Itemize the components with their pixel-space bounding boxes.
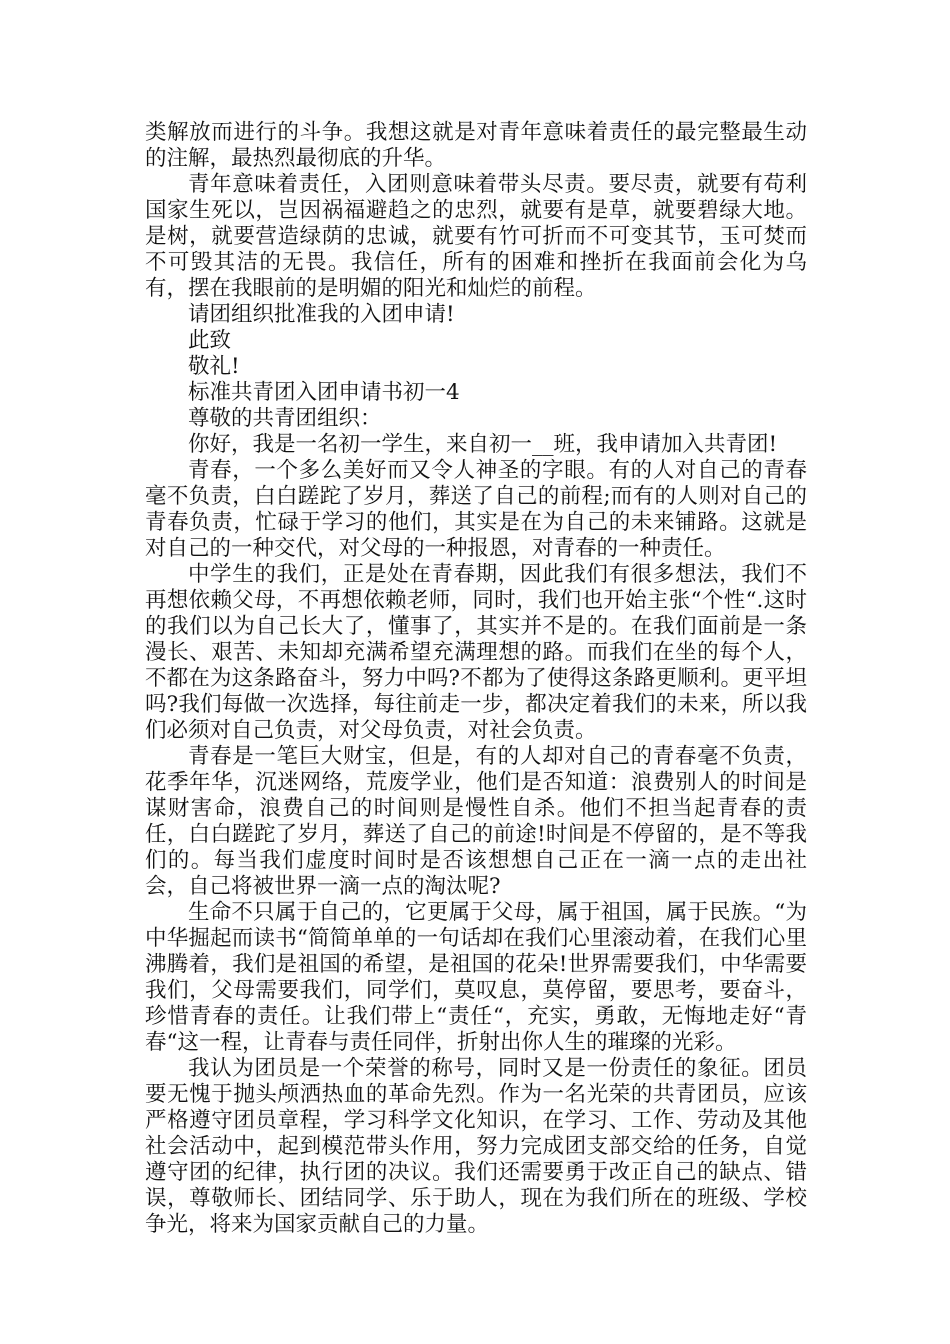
- paragraph-treasure: 青春是一笔巨大财宝，但是，有的人却对自己的青春毫不负责，花季年华，沉迷网络，荒废学业，他们是否知道：浪费别人的时间是谋财害命，浪费自己的时间则是慢性自杀。他们不担当起青春的责任，白白蹉跎了岁月，葬送了自己的前途!时间是不停留的，是不等我们的。每当我们虚度时间时是否该想想自己正在一滴一点的走出社会，自己将被世界一滴一点的淘汰呢?: [145, 744, 807, 899]
- paragraph-continuation: 类解放而进行的斗争。我想这就是对青年意味着责任的最完整最生动的注解，最热烈最彻底的升华。: [145, 120, 807, 171]
- document-page: [145, 120, 807, 1238]
- paragraph-introduction: 你好，我是一名初一学生，来自初一__班，我申请加入共青团!: [188, 432, 778, 457]
- paragraph-middle-school: 中学生的我们，正是处在青春期，因此我们有很多想法，我们不再想依赖父母，不再想依赖老师，同时，我们也开始主张“个性“.这时的我们以为自己长大了，懂事了，其实并不是的。在我们面前是一条漫长、艰苦、未知却充满希望充满理想的路。而我们在坐的每个人，不都在为这条路奋斗，努力中吗?不都为了使得这条路更顺利。更平坦吗?我们每做一次选择，每往前走一步，都决定着我们的未来，所以我们必须对自己负责，对父母负责，对社会负责。: [145, 562, 807, 743]
- paragraph-youth: 青春，一个多么美好而又令人神圣的字眼。有的人对自己的青春毫不负责，白白蹉跎了岁月，葬送了自己的前程;而有的人则对自己的青春负责，忙碌于学习的他们，其实是在为自己的未来铺路。这就是对自己的一种交代，对父母的一种报恩，对青春的一种责任。: [145, 458, 807, 561]
- paragraph-life: 生命不只属于自己的，它更属于父母，属于祖国，属于民族。“为中华掘起而读书“简简单单的一句话却在我们心里滚动着，在我们心里沸腾着，我们是祖国的希望，是祖国的花朵!世界需要我们，中华需要我们，父母需要我们，同学们，莫叹息，莫停留，要思考，要奋斗，珍惜青春的责任。让我们带上“责任“，充实，勇敢，无悔地走好“青春“这一程，让青春与责任同伴，折射出你人生的璀璨的光彩。: [145, 900, 807, 1055]
- paragraph-request: 请团组织批准我的入团申请!: [188, 302, 455, 327]
- closing-salutation: 此致: [188, 328, 232, 353]
- section-heading: 标准共青团入团申请书初一4: [188, 380, 460, 405]
- paragraph-youth-responsibility: 青年意味着责任，入团则意味着带头尽责。要尽责，就要有苟利国家生死以，岂因祸福避趋之的忠烈，就要有是草，就要碧绿大地。是树，就要营造绿荫的忠诚，就要有竹可折而不可变其节，玉可焚而不可毁其洁的无畏。我信任，所有的困难和挫折在我面前会化为乌有，摆在我眼前的是明媚的阳光和灿烂的前程。: [145, 172, 807, 301]
- closing-regards: 敬礼!: [188, 354, 240, 379]
- greeting-line: 尊敬的共青团组织：: [188, 406, 382, 431]
- paragraph-member-honor: 我认为团员是一个荣誉的称号，同时又是一份责任的象征。团员要无愧于抛头颅洒热血的革命先烈。作为一名光荣的共青团员，应该严格遵守团员章程，学习科学文化知识，在学习、工作、劳动及其他社会活动中，起到模范带头作用，努力完成团支部交给的任务，自觉遵守团的纪律，执行团的决议。我们还需要勇于改正自己的缺点、错误，尊敬师长、团结同学、乐于助人，现在为我们所在的班级、学校争光，将来为国家贡献自己的力量。: [145, 1056, 807, 1237]
